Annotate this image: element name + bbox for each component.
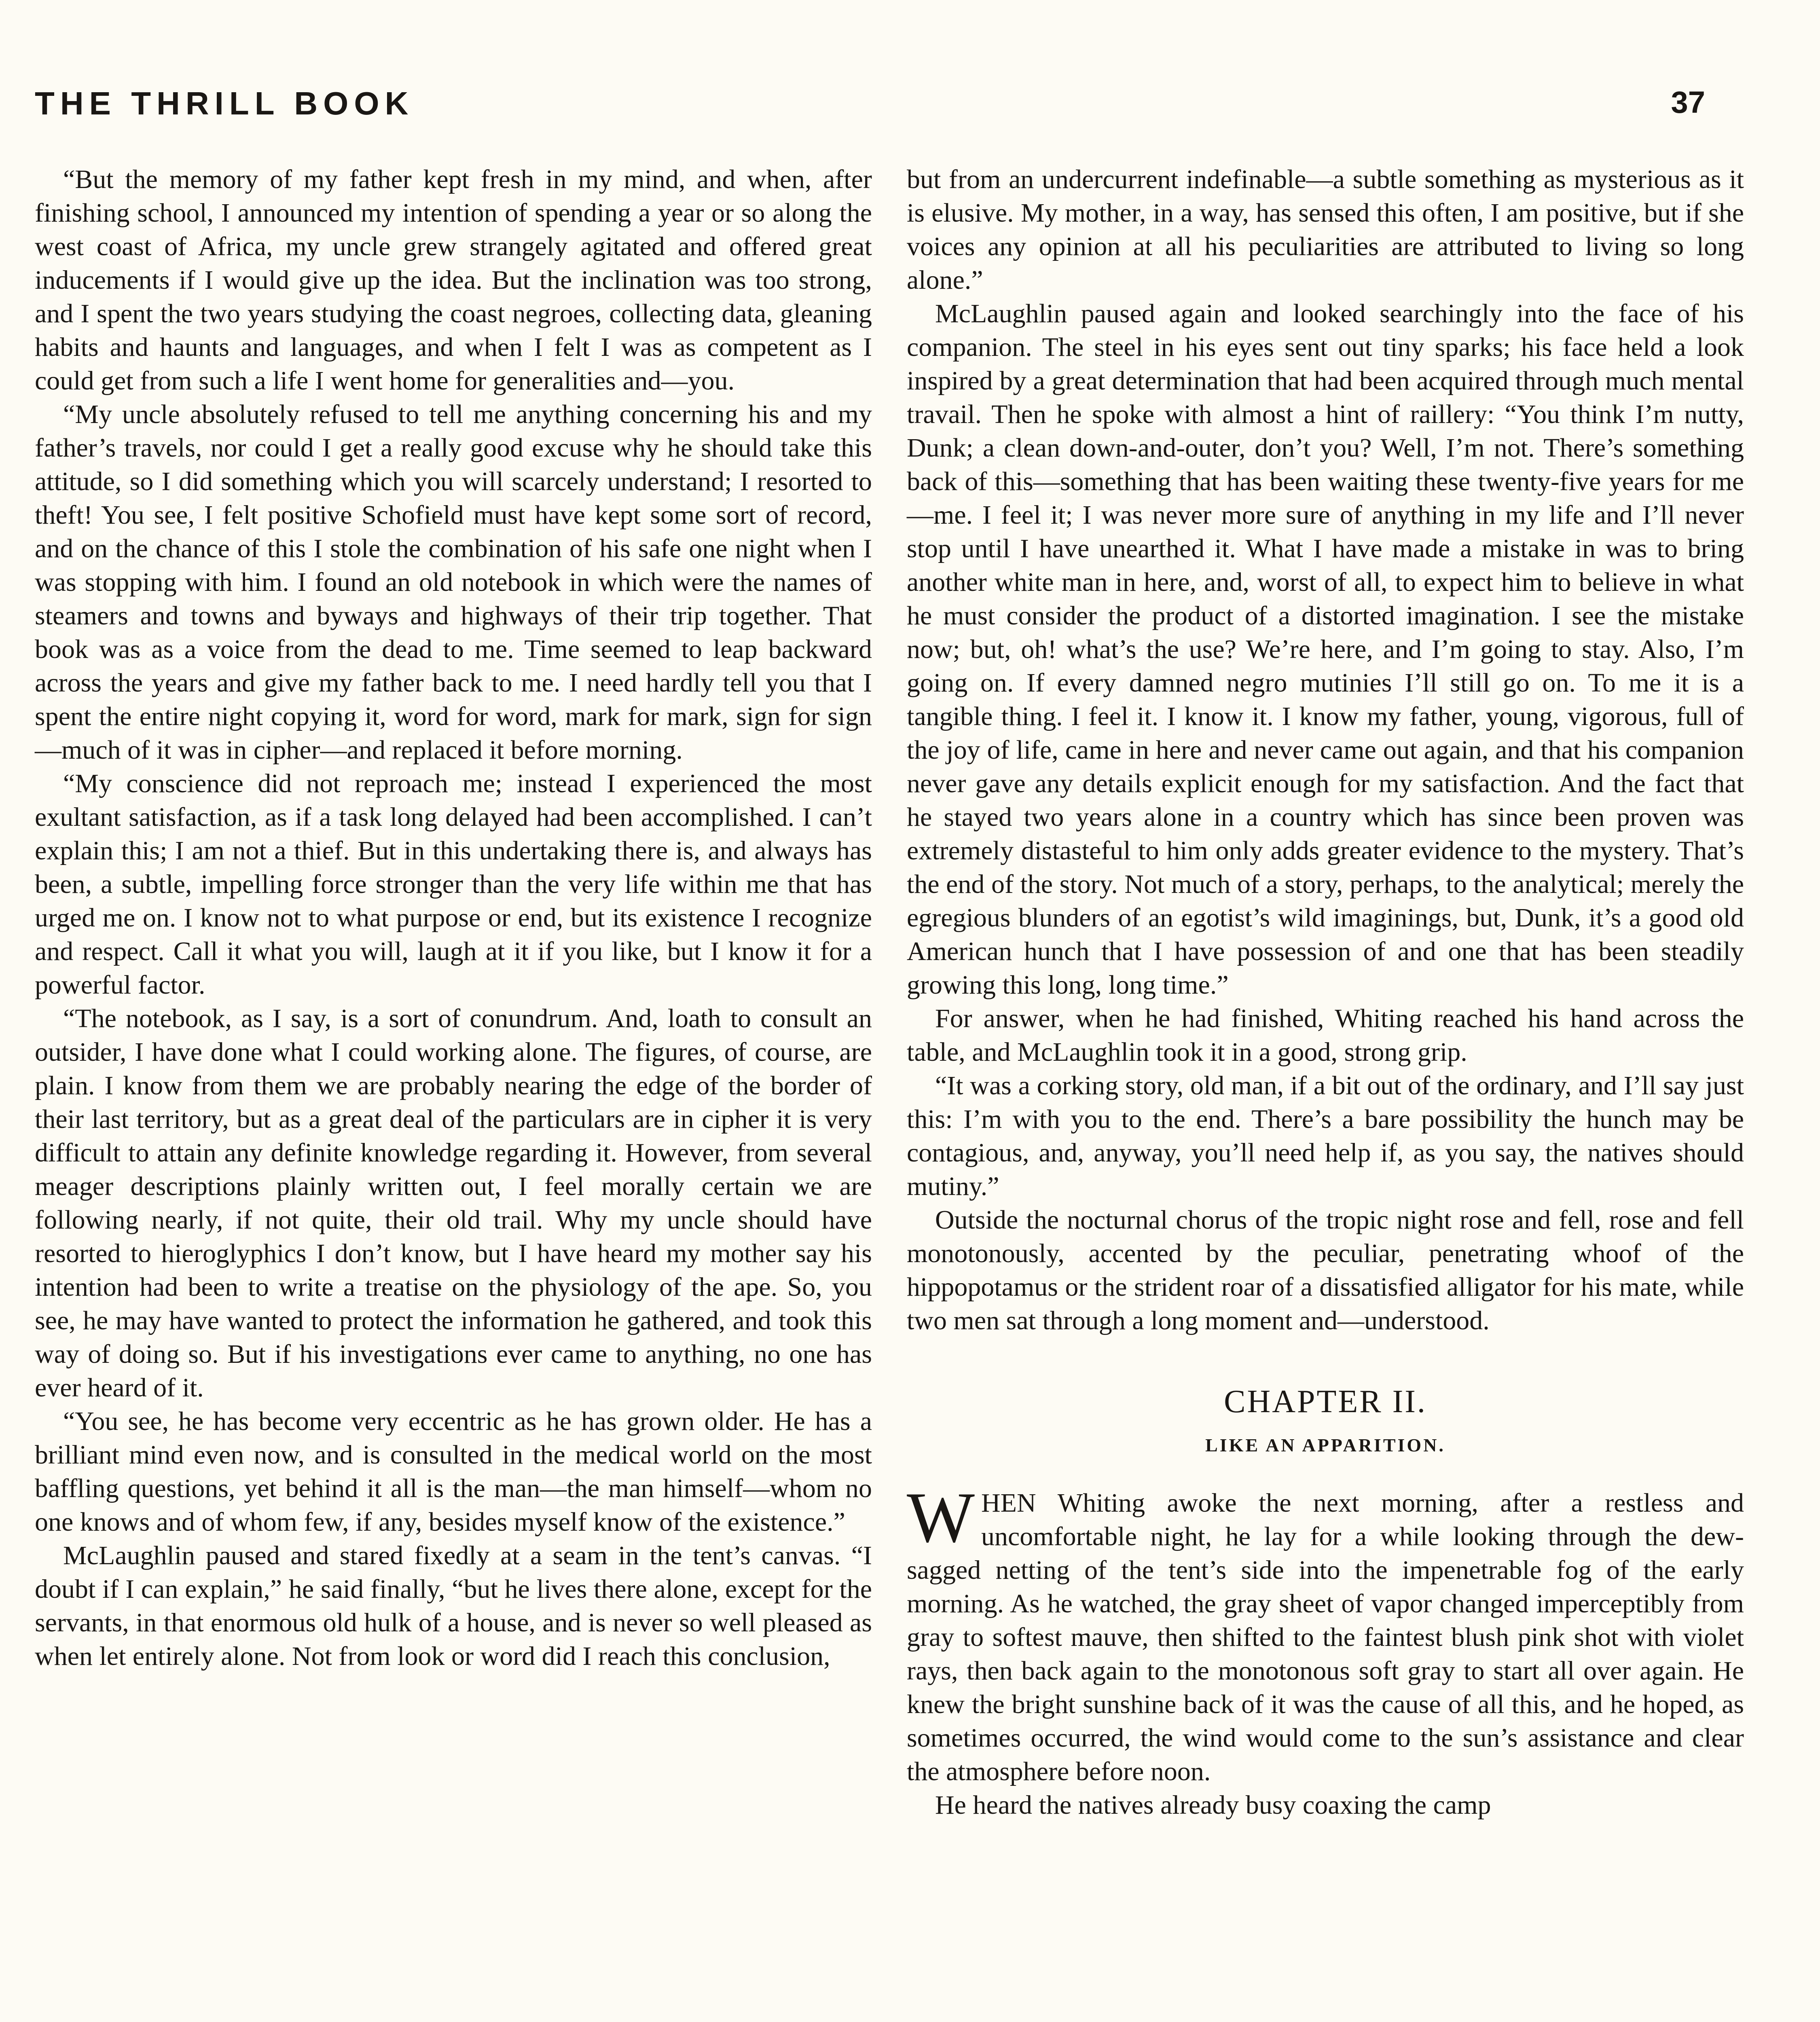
paragraph: Outside the nocturnal chorus of the tropic night rose and fell, rose and fell monotonously, accented by the peculiar, penetrating whoof of the hippopotamus or the strident roar of a dissatisfied alligator for his mate, while two men sat through a long moment and—understood. (907, 1205, 1744, 1335)
paragraph: “The notebook, as I say, is a sort of conundrum. And, loath to consult an outsider, I have done what I could working alone. The figures, of course, are plain. I know from them we are probably nearing the edge of the border of their last territory, but as a great deal of the particulars are in cipher it is very difficult to attain any definite knowledge regarding it. However, from several meager descriptions plainly written out, I feel morally certain we are following nearly, if not quite, their old trail. Why my uncle should have resorted to hieroglyphics I don’t know, but I have heard my mother say his intention had been to write a treatise on the physiology of the ape. So, you see, he may have wanted to protect the information he gathered, and took this way of doing so. But if his investigations ever came to anything, no one has ever heard of it. (35, 1004, 872, 1402)
left-column (35, 163, 872, 1673)
chapter-opening-text: HEN Whiting awoke the next morning, after a restless and uncomfortable night, he lay for a while looking through the dew-sagged netting of the tent’s side into the impenetrable fog of the early morning. As he watched, the gray sheet of vapor changed imperceptibly from gray to softest mauve, then shifted to the faintest blush pink shot with violet rays, then back again to the monotonous soft gray to start all over again. He knew the bright sunshine back of it was the cause of all this, and he hoped, as sometimes occurred, the wind would come to the sun’s assistance and clear the atmosphere before noon. (907, 1488, 1744, 1786)
page-number: 37 (1671, 85, 1705, 120)
right-column (907, 163, 1744, 1822)
paragraph: McLaughlin paused again and looked searchingly into the face of his companion. The steel in his eyes sent out tiny sparks; his face held a look inspired by a great determination that had been acquired through much mental travail. Then he spoke with almost a hint of raillery: “You think I’m nutty, Dunk; a clean down-and-outer, don’t you? Well, I’m not. There’s something back of this—something that has been waiting these twenty-five years for me—me. I feel it; I was never more sure of anything in my life and I’ll never stop until I have unearthed it. What I have made a mistake in was to bring another white man in here, and, worst of all, to expect him to believe in what he must consider the product of a distorted imagination. I see the mistake now; but, oh! what’s the use? We’re here, and I’m going to stay. Also, I’m going on. If every damned negro mutinies I’ll still go on. To me it is a tangible thing. I feel it. I know it. I know my father, young, vigorous, full of the joy of life, came in here and never came out again, and that his companion never gave any details explicit enough for my satisfaction. And the fact that he stayed two years alone in a country which has since been proven was extremely distasteful to him only adds greater evidence to the mystery. That’s the end of the story. Not much of a story, perhaps, to the analytical; merely the egregious blunders of an egotist’s wild imaginings, but, Dunk, it’s a good old American hunch that I have possession of and one that has been steadily growing this long, long time.” (907, 299, 1744, 1000)
paragraph: For answer, when he had finished, Whiting reached his hand across the table, and McLaughlin took it in a good, strong grip. (907, 1004, 1744, 1067)
paragraph: “But the memory of my father kept fresh in my mind, and when, after finishing school, I announced my intention of spending a year or so along the west coast of Africa, my uncle grew strangely agitated and offered great inducements if I would give up the idea. But the inclination was too strong, and I spent the two years studying the coast negroes, collecting data, gleaning habits and haunts and languages, and when I felt I was as competent as I could get from such a life I went home for generalities and—you. (35, 165, 872, 396)
paragraph: “My uncle absolutely refused to tell me anything concerning his and my father’s travels, nor could I get a really good excuse why he should take this attitude, so I did something which you will scarcely understand; I resorted to theft! You see, I felt positive Schofield must have kept some sort of record, and on the chance of this I stole the combination of his safe one night when I was stopping with him. I found an old notebook in which were the names of steamers and towns and byways and highways of their trip together. That book was as a voice from the dead to me. Time seemed to leap backward across the years and give my father back to me. I need hardly tell you that I spent the entire night copying it, word for word, mark for mark, sign for sign—much of it was in cipher—and replaced it before morning. (35, 400, 872, 765)
drop-cap: W (907, 1477, 975, 1557)
page-header (35, 85, 1705, 129)
chapter-subtitle: LIKE AN APPARITION. (1205, 1435, 1445, 1455)
paragraph: “You see, he has become very eccentric as he has grown older. He has a brilliant mind even now, and is consulted in the medical world on the most baffling questions, yet behind it all is the man—the man himself—whom no one knows and of whom few, if any, besides myself know of the existence.” (35, 1407, 872, 1537)
paragraph: McLaughlin paused and stared fixedly at a seam in the tent’s canvas. “I doubt if I can explain,” he said finally, “but he lives there alone, except for the servants, in that enormous old hulk of a house, and is never so well pleased as when let entirely alone. Not from look or word did I reach this conclusion, (35, 1541, 872, 1671)
running-head: THE THRILL BOOK (35, 85, 414, 121)
paragraph: “My conscience did not reproach me; instead I experienced the most exultant satisfaction, as if a task long delayed had been accomplished. I can’t explain this; I am not a thief. But in this undertaking there is, and always has been, a subtle, impelling force stronger than the very life within me that has urged me on. I know not to what purpose or end, but its existence I recognize and respect. Call it what you will, laugh at it if you like, but I know it for a powerful factor. (35, 769, 872, 1000)
chapter-title: CHAPTER II. (1224, 1384, 1427, 1419)
continued-paragraph: but from an undercurrent indefinable—a subtle something as mysterious as it is elusive. My mother, in a way, has sensed this often, I am positive, but if she voices any opinion at all his peculiarities are attributed to living so long alone.” (907, 165, 1744, 295)
paragraph: He heard the natives already busy coaxing the camp (935, 1790, 1491, 1820)
chapter-opening-paragraph (907, 1477, 1744, 1788)
paragraph: “It was a corking story, old man, if a bit out of the ordinary, and I’ll say just this: I’m with you to the end. There’s a bare possibility the hunch may be contagious, and, anyway, you’ll need help if, as you say, the natives should mutiny.” (907, 1071, 1744, 1201)
